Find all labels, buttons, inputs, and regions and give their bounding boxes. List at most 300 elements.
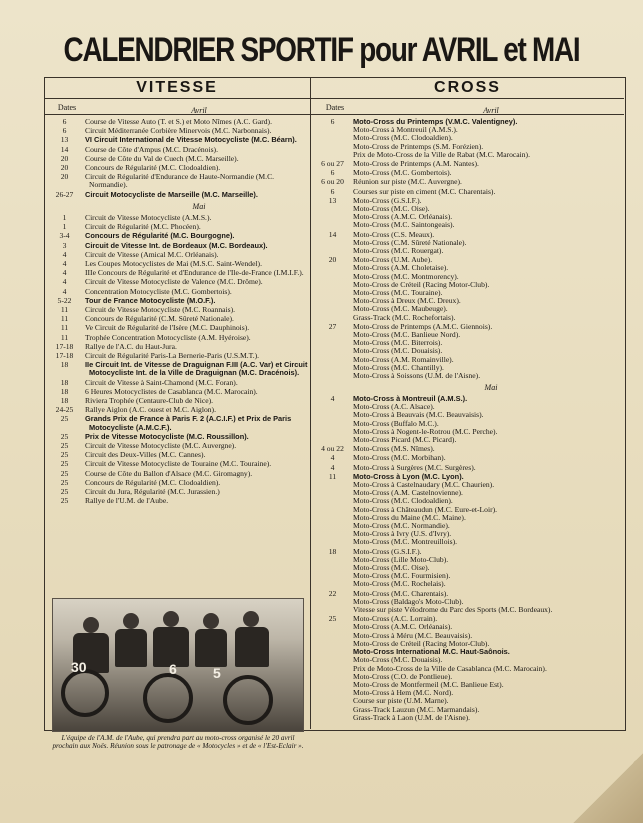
event-title: Circuit du Jura, Régularité (M.C. Jurassien.) [85, 487, 220, 497]
event-row [316, 445, 620, 453]
event-row [48, 352, 308, 360]
cross-month-avril: Avril [483, 106, 499, 115]
event-row [316, 160, 620, 168]
event-title: Course de Côte du Val de Cuech (M.C. Marseille). [85, 153, 239, 163]
event-date [316, 126, 353, 134]
event-title: Moto-Cross (M.C. Douaisis). [353, 346, 443, 356]
event-row [48, 334, 308, 342]
event-title: Course de Côte du Ballon d'Alsace (M.C. Giromagny). [85, 468, 253, 478]
event-title: Grass-Track (M.C. Rochefortais). [353, 312, 456, 322]
event-date [316, 364, 353, 372]
event-row [316, 178, 620, 186]
motorcycle-wheel [61, 669, 109, 717]
event-row [316, 188, 620, 196]
event-title: Courses sur piste en ciment (M.C. Charentais). [353, 186, 496, 196]
event-date [316, 572, 353, 580]
event-title: Moto-Cross (M.C. Banlieue Nord). [353, 330, 461, 340]
header-rule [44, 98, 624, 99]
event-date [316, 648, 353, 656]
event-date [316, 436, 353, 444]
event-date [316, 632, 353, 640]
event-date: 6 [62, 117, 67, 126]
event-row [48, 223, 308, 231]
event-date: 20 [328, 255, 337, 265]
event-date: 3 [62, 240, 67, 250]
event-row [48, 173, 308, 189]
vitesse-month-mai: Mai [192, 202, 206, 211]
event-title: Moto-Cross à Montreuil (A.M.S.). [353, 125, 458, 135]
rider-head [123, 613, 139, 629]
event-date [316, 580, 353, 588]
event-row [48, 433, 308, 441]
event-date: 1 [62, 213, 67, 222]
event-title: Circuit de Vitesse Motocycliste de Touraine (M.C. Touraine). [85, 459, 272, 469]
event-title: Moto-Cross du Printemps (V.M.C. Valentigney). [353, 117, 518, 126]
event-title: Circuit de Vitesse Motocycliste de Valence (M.C. Drôme). [85, 277, 263, 287]
event-date: 25 [60, 487, 69, 497]
folded-corner [573, 753, 643, 823]
event-title: Moto-Cross de Créteil (Racing Motor-Club). [353, 279, 490, 289]
event-title: Moto-Cross International M.C. Haut-Saônois. [353, 647, 510, 657]
event-date: 4 [62, 277, 67, 287]
event-date: 17-18 [55, 351, 74, 361]
event-row [48, 251, 308, 259]
event-date [316, 623, 353, 631]
event-date [316, 281, 353, 289]
event-title: Prix de Moto-Cross de la Ville de Rabat (M.C. Marocain). [353, 149, 530, 159]
event-title: Course de Côte d'Ampus (M.C. Dracénois). [85, 144, 218, 154]
event-date [316, 681, 353, 689]
event-title: Moto-Cross à Beauvais (M.C. Beauvaisis). [353, 410, 484, 420]
event-date [316, 538, 353, 546]
event-date [316, 134, 353, 142]
race-number: 6 [169, 661, 177, 677]
event-date [316, 714, 353, 722]
event-date [316, 221, 353, 229]
event-date: 3-4 [59, 231, 70, 241]
event-title: Concours de Régularité (M.C. Clodoaldien). [85, 163, 221, 173]
event-title: Moto-Cross (M.C. Douaisis). [353, 655, 443, 665]
event-title: Moto-Cross à Nogent-le-Rotrou (M.C. Perche). [353, 426, 498, 436]
rider-body [195, 629, 227, 667]
event-title: Moto-Cross (Lille Moto-Club). [353, 554, 449, 564]
event-row [316, 714, 620, 722]
vitesse-avril-list [48, 117, 308, 199]
event-row [316, 247, 620, 255]
event-title: Moto-Cross du Maine (M.C. Maine). [353, 512, 466, 522]
event-title: Circuit de Vitesse Motocycliste (M.C. Roannais). [85, 305, 235, 315]
event-row [48, 379, 308, 387]
event-title: Moto-Cross (M.C. Clodoaldien). [353, 496, 453, 506]
event-title: Moto-Cross (M.C. Touraine). [353, 288, 443, 298]
event-date [316, 411, 353, 419]
event-title: Prix de Moto-Cross de la Ville de Casablanca (M.C. Marocain). [353, 663, 547, 673]
event-title: Circuit de Vitesse Int. de Bordeaux (M.C. Bordeaux). [85, 240, 268, 250]
event-date [316, 247, 353, 255]
event-date: 25 [60, 441, 69, 451]
event-title: Moto-Cross (M.C. Charentais). [353, 588, 449, 598]
event-date: 1 [62, 222, 67, 232]
rider-head [83, 617, 99, 633]
event-date [316, 420, 353, 428]
event-row [48, 242, 308, 250]
event-date [316, 403, 353, 411]
event-date [316, 305, 353, 313]
cross-mai-list [316, 394, 620, 722]
event-row [48, 451, 308, 459]
event-date: 25 [60, 459, 69, 469]
event-row [48, 191, 308, 199]
event-row [48, 136, 308, 144]
photo-caption: L'équipe de l'A.M. de l'Aube, qui prendra part au moto-cross organisé le 20 avril prochain aux Noës. Réunion sous le patronage de « Motocycles » et de « l'Est-Eclair ». [52, 734, 304, 751]
event-title: Circuit des Deux-Villes (M.C. Cannes). [85, 450, 206, 460]
race-number: 5 [213, 665, 221, 681]
event-row [48, 146, 308, 154]
event-title: Moto-Cross (M.S. Nîmes). [353, 444, 435, 454]
event-date: 25 [60, 468, 69, 478]
event-date: 4 [62, 259, 67, 269]
event-row [48, 269, 308, 277]
event-date [316, 697, 353, 705]
event-date: 11 [60, 323, 69, 333]
event-row [48, 260, 308, 268]
event-date [316, 489, 353, 497]
event-title: Moto-Cross (M.C. Montreuillois). [353, 537, 457, 547]
event-date [316, 673, 353, 681]
rider-body [115, 629, 147, 667]
event-date: 22 [328, 588, 337, 598]
event-date [316, 289, 353, 297]
event-date [316, 264, 353, 272]
event-date [316, 273, 353, 281]
event-title: Moto-Cross de Printemps (A.M.C. Giennois). [353, 321, 493, 331]
event-date: 25 [60, 496, 69, 506]
event-title: Rallye Aiglon (A.C. ouest et M.C. Aiglon). [85, 405, 216, 415]
event-date: 6 ou 27 [321, 159, 344, 169]
event-title: Course de Vitesse Auto (T. et S.) et Moto Nîmes (A.C. Gard). [85, 117, 272, 126]
event-date: 11 [328, 471, 337, 481]
event-title: Moto-Cross (A.C. Alsace). [353, 402, 435, 412]
event-row [48, 164, 308, 172]
event-date: 6 [330, 117, 335, 126]
vitesse-dates-label: Dates [57, 103, 77, 112]
event-title: Moto-Cross (Buffalo M.C.). [353, 418, 439, 428]
event-date: 6 [330, 186, 335, 196]
rider-body [235, 627, 269, 667]
event-date: 18 [60, 396, 69, 406]
event-date: 4 [62, 268, 67, 278]
event-date: 11 [60, 305, 69, 315]
event-row [48, 232, 308, 240]
event-date: 18 [60, 377, 69, 387]
event-date [316, 331, 353, 339]
event-row [48, 278, 308, 286]
event-date: 17-18 [55, 341, 74, 351]
event-date: 4 [330, 462, 335, 472]
event-date: 20 [60, 163, 69, 173]
event-title: Moto-Cross à Castelnaudary (M.C. Chaurien). [353, 480, 495, 490]
event-date [316, 481, 353, 489]
event-title: Circuit de Vitesse Motocycliste (M.C. Auvergne). [85, 441, 237, 451]
event-row [48, 155, 308, 163]
vitesse-heading: VITESSE [136, 79, 218, 96]
event-row [48, 324, 308, 332]
event-date [316, 428, 353, 436]
event-date [316, 339, 353, 347]
event-title: Circuit de Régularité d'Endurance de Haute-Normandie (M.C. Normandie). [85, 172, 275, 190]
event-title: Moto-Cross (M.C. Chantilly). [353, 362, 444, 372]
event-title: Moto-Cross à Châteaudun (M.C. Eure-et-Loir). [353, 504, 498, 514]
rider-head [163, 611, 179, 627]
event-title: Rallye de l'A.C. du Haut-Jura. [85, 341, 177, 351]
event-title: Circuit de Régularité Paris-La Bernerie-Paris (U.S.M.T.). [85, 351, 260, 361]
column-divider [310, 77, 311, 729]
event-title: Moto-Cross (A.M. Choletaise). [353, 263, 449, 273]
event-date: 6 ou 20 [321, 177, 344, 187]
event-title: Moto-Cross Picard (M.C. Picard). [353, 435, 457, 445]
event-title: Moto-Cross (M.C. Normandie). [353, 521, 450, 531]
event-row [316, 436, 620, 444]
event-date [316, 598, 353, 606]
event-row [48, 361, 308, 377]
event-title: Prix de Vitesse Motocycliste (M.C. Roussillon). [85, 431, 249, 441]
event-date [316, 497, 353, 505]
event-title: Grass-Track à Laon (U.M. de l'Aisne). [353, 712, 471, 722]
event-row [316, 151, 620, 159]
event-date [316, 514, 353, 522]
event-title: Course sur piste (U.M. Marne). [353, 696, 449, 706]
event-title: Circuit de Vitesse Motocycliste (A.M.S.). [85, 213, 212, 222]
event-date [316, 205, 353, 213]
event-title: Moto-Cross (A.M. Castelnovienne). [353, 488, 463, 498]
event-row [316, 580, 620, 588]
vitesse-mai-list [48, 213, 308, 506]
event-title: Les Coupes Motocyclistes de Mai (M.S.C. Saint-Wendel). [85, 259, 262, 269]
event-title: VI Circuit International de Vitesse Motocycliste (M.C. Béarn). [85, 135, 297, 145]
event-title: Moto-Cross (M.C. Rouergat). [353, 246, 444, 256]
vitesse-month-avril: Avril [191, 106, 207, 115]
event-title: Concours de Régularité (M.C. Bourgogne). [85, 231, 235, 241]
event-title: Moto-Cross (A.M. Romainville). [353, 354, 454, 364]
event-row [48, 497, 308, 505]
event-row [48, 397, 308, 405]
event-row [48, 288, 308, 296]
event-row [48, 470, 308, 478]
event-row [48, 214, 308, 222]
event-date: 4 [62, 286, 67, 296]
event-date: 25 [60, 477, 69, 487]
event-title: Moto-Cross à Méru (M.C. Beauvaisis). [353, 630, 473, 640]
event-row [48, 442, 308, 450]
event-row [316, 314, 620, 322]
event-title: Moto-Cross de Printemps (A.M. Nantes). [353, 159, 479, 169]
event-title: Grass-Track Lauzun (M.C. Marmandais). [353, 704, 480, 714]
event-date: 14 [60, 144, 69, 154]
event-date [316, 522, 353, 530]
event-row [316, 538, 620, 546]
event-row [316, 169, 620, 177]
event-title: Moto-Cross de Montfermeil (M.C. Banlieue Est). [353, 679, 504, 689]
event-date: 4 ou 22 [321, 444, 344, 454]
event-row [48, 460, 308, 468]
event-date: 4 [330, 394, 335, 403]
event-title: Circuit Méditerranée Corbière Minervois (M.C. Narbonnais). [85, 126, 272, 136]
event-date [316, 689, 353, 697]
event-date: 4 [330, 453, 335, 463]
event-date: 13 [60, 135, 69, 145]
event-row [316, 221, 620, 229]
event-date: 6 [62, 126, 67, 136]
event-date: 14 [328, 229, 337, 239]
event-title: Concours de Régularité (C.M. Sûreté Nationale). [85, 314, 234, 324]
event-title: Circuit Motocycliste de Marseille (M.C. Marseille). [85, 189, 258, 199]
event-date [316, 297, 353, 305]
event-title: Moto-Cross (M.C. Oise). [353, 563, 430, 573]
event-title: Vitesse sur piste Vélodrome du Parc des Sports (M.C. Bordeaux). [353, 605, 553, 615]
event-date: 18 [60, 386, 69, 396]
event-title: Moto-Cross (G.S.I.F.). [353, 546, 422, 556]
event-title: Moto-Cross (M.C. Saintongeais). [353, 220, 455, 230]
event-title: Moto-Cross à Ivry (U.S. d'Ivry). [353, 529, 452, 539]
race-number: 30 [71, 659, 87, 675]
event-date [316, 347, 353, 355]
event-date: 25 [328, 614, 337, 624]
event-title: Moto-Cross à Lyon (M.C. Lyon). [353, 471, 464, 481]
event-title: Moto-Cross (U.M. Aube). [353, 255, 433, 265]
event-row [48, 415, 308, 431]
event-title: IIe Circuit Int. de Vitesse de Draguignan F.III (A.C. Var) et Circuit Motocycliste Int. de la Ville de Draguignan (M.C. Dracénois). [85, 360, 308, 378]
event-title: Moto-Cross de Créteil (Racing Motor-Club). [353, 638, 490, 648]
event-date [316, 372, 353, 380]
event-title: Moto-Cross (C.O. de Pontlieue). [353, 671, 453, 681]
event-title: Moto-Cross à Montreuil (A.M.S.). [353, 394, 468, 403]
event-title: Moto-Cross (M.C. Biterrois). [353, 338, 443, 348]
event-row [48, 488, 308, 496]
event-date: 25 [60, 450, 69, 460]
event-title: Concours de Régularité (M.C. Clodoaldien). [85, 477, 221, 487]
event-row [48, 343, 308, 351]
event-date: 27 [328, 321, 337, 331]
event-date: 18 [60, 360, 69, 370]
event-date: 13 [328, 195, 337, 205]
event-row [316, 464, 620, 472]
event-date: 4 [62, 249, 67, 259]
event-title: Rallye de l'U.M. de l'Aube. [85, 496, 169, 506]
event-title: Moto-Cross (C.M. Sûreté Nationale). [353, 237, 467, 247]
event-row [48, 479, 308, 487]
event-row [316, 454, 620, 462]
event-date [316, 506, 353, 514]
event-date [316, 665, 353, 673]
event-title: Circuit de Vitesse à Saint-Chamond (M.C. Foran). [85, 377, 238, 387]
event-row [48, 118, 308, 126]
event-date: 20 [60, 153, 69, 163]
event-row [48, 406, 308, 414]
page-title: CALENDRIER SPORTIF pour AVRIL et MAI [63, 31, 580, 69]
event-date [316, 640, 353, 648]
event-title: Concentration Motocycliste (M.C. Gombertois). [85, 286, 232, 296]
cross-month-mai: Mai [484, 383, 498, 392]
event-date: 26-27 [55, 189, 74, 199]
event-date [316, 564, 353, 572]
event-date [316, 606, 353, 614]
event-date [316, 239, 353, 247]
event-date [316, 656, 353, 664]
event-date [316, 706, 353, 714]
cross-heading: CROSS [434, 79, 501, 96]
event-title: IIIe Concours de Régularité et d'Endurance de l'Ile-de-France (I.M.I.F.). [85, 268, 304, 278]
event-row [48, 315, 308, 323]
event-date: 5-22 [57, 295, 72, 305]
event-date [316, 151, 353, 159]
event-title: Ve Circuit de Régularité de l'Isère (M.C. Dauphinois). [85, 323, 250, 333]
event-date: 20 [60, 172, 69, 182]
event-title: Moto-Cross (A.C. Lorrain). [353, 614, 438, 624]
event-title: Moto-Cross (Baldago's Moto-Club). [353, 596, 464, 606]
event-row [48, 127, 308, 135]
event-title: Trophée Concentration Motocycliste (A.M. Hyéroise). [85, 332, 251, 342]
event-title: Moto-Cross (M.C. Morbihan). [353, 453, 446, 463]
event-title: Moto-Cross de Printemps (S.M. Forézien). [353, 141, 484, 151]
event-date: 11 [60, 314, 69, 324]
rider-head [243, 611, 259, 627]
event-title: Moto-Cross (M.C. Maubeuge). [353, 304, 448, 314]
event-date: 11 [60, 332, 69, 342]
event-title: Moto-Cross (C.S. Meaux). [353, 229, 435, 239]
event-title: Moto-Cross (M.C. Fourmisien). [353, 571, 451, 581]
team-photo [52, 598, 304, 732]
event-row [316, 606, 620, 614]
event-date: 24-25 [55, 405, 74, 415]
event-date [316, 530, 353, 538]
event-row [316, 372, 620, 380]
event-title: 6 Heures Motocyclistes de Casablanca (M.C. Marocain). [85, 386, 258, 396]
event-title: Moto-Cross (A.M.C. Orléanais). [353, 212, 453, 222]
event-date [316, 143, 353, 151]
event-title: Moto-Cross (A.M.C. Orléanais). [353, 622, 453, 632]
rider-head [203, 613, 219, 629]
event-title: Moto-Cross (M.C. Montmorency). [353, 271, 459, 281]
event-title: Moto-Cross (G.S.I.F.). [353, 195, 422, 205]
event-title: Moto-Cross (M.C. Oise). [353, 204, 430, 214]
event-title: Grands Prix de France à Paris F. 2 (A.C.I.F.) et Prix de Paris Motocycliste (A.M.C.F.). [85, 414, 292, 432]
cross-dates-label: Dates [325, 103, 345, 112]
event-date [316, 356, 353, 364]
motorcycle-wheel [223, 675, 273, 725]
event-title: Moto-Cross à Surgères (M.C. Surgères). [353, 462, 476, 472]
event-date: 18 [328, 546, 337, 556]
event-row [48, 306, 308, 314]
event-date: 25 [60, 431, 69, 441]
event-title: Circuit de Vitesse (Amical M.C. Orléanais). [85, 249, 219, 259]
event-title: Moto-Cross (M.C. Gombertois). [353, 168, 452, 178]
event-row [48, 388, 308, 396]
event-date [316, 314, 353, 322]
event-title: Tour de France Motocycliste (M.O.F.). [85, 295, 216, 305]
event-title: Moto-Cross (M.C. Clodoaldien). [353, 133, 453, 143]
event-row [48, 297, 308, 305]
event-title: Réunion sur piste (M.C. Auvergne). [353, 177, 462, 187]
event-date: 6 [330, 168, 335, 178]
motorcycle-wheel [143, 673, 193, 723]
event-date: 25 [60, 414, 69, 424]
event-title: Circuit de Régularité (M.C. Phocéen). [85, 222, 201, 232]
event-date [316, 556, 353, 564]
event-date [316, 213, 353, 221]
event-title: Moto-Cross (M.C. Rochelais). [353, 579, 446, 589]
event-title: Riviera Trophée (Centaure-Club de Nice). [85, 396, 214, 406]
event-title: Moto-Cross à Soissons (U.M. de l'Aisne). [353, 371, 481, 381]
